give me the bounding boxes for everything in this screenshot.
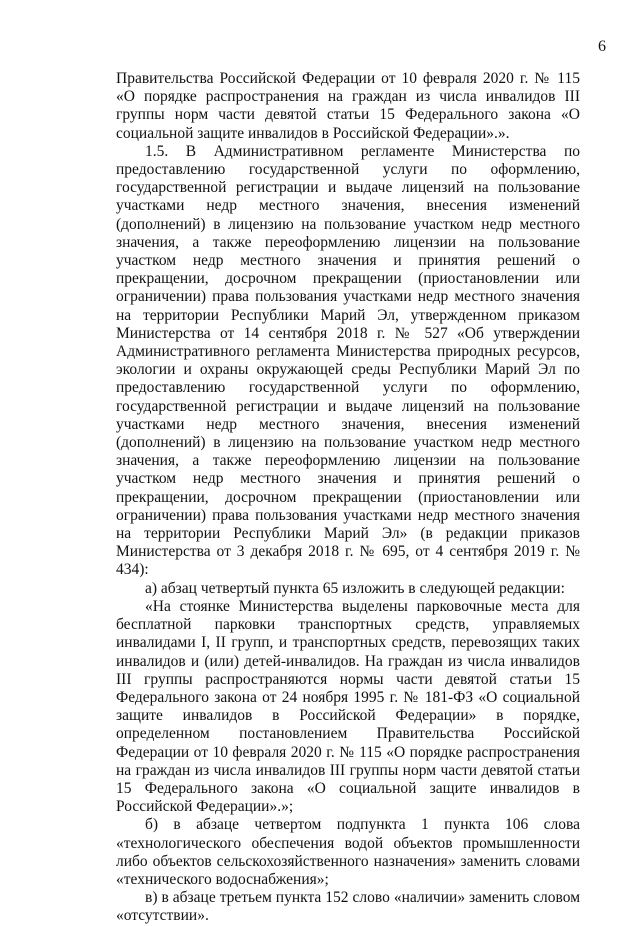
paragraph-1: Правительства Российской Федерации от 10 февраля 2020 г. № 115 «О порядке распространения на граждан из числа инвалидов III группы норм части девятой статьи 15 Федерального закона «О социальной защите инвалидов в Российской Федерации».».	[116, 70, 580, 142]
paragraph-4: «На стоянке Министерства выделены парковочные места для бесплатной парковки транспортных средств, управляемых инвалидами I, II групп, и транспортных средств, перевозящих таких инвалидов и (или) детей-инвалидов. На граждан из числа инвалидов III группы распространяются нормы части девятой статьи 15 Федерального закона от 24 ноября 1995 г. № 181-ФЗ «О социальной защите инвалидов в Российской Федерации» в порядке, определенном постановлением Правительства Российской Федерации от 10 февраля 2020 г. № 115 «О порядке распространения на граждан из числа инвалидов III группы норм части девятой статьи 15 Федерального закона «О социальной защите инвалидов в Российской Федерации».»;	[116, 597, 580, 816]
paragraph-6: в) в абзаце третьем пункта 152 слово «наличии» заменить словом «отсутствии».	[116, 889, 580, 925]
paragraph-5: б) в абзаце четвертом подпункта 1 пункта 106 слова «технологического обеспечения водой объектов промышленности либо объектов сельскохозяйственного назначения» заменить словами «технического водоснабжения»;	[116, 816, 580, 888]
page-number: 6	[598, 38, 606, 55]
paragraph-3: а) абзац четвертый пункта 65 изложить в следующей редакции:	[145, 579, 565, 597]
document-body	[116, 70, 580, 926]
paragraph-2: 1.5. В Административном регламенте Министерства по предоставлению государственной услуги по оформлению, государственной регистрации и выдаче лицензий на пользование участками недр местного значения, внесения изменений (дополнений) в лицензию на пользование участком недр местного значения, а также переоформлению лицензии на пользование участком недр местного значения и принятия решений о прекращении, досрочном прекращении (приостановлении или ограничении) права пользования участками недр местного значения на территории Республики Марий Эл, утвержденном приказом Министерства от 14 сентября 2018 г. № 527 «Об утверждении Административного регламента Министерства природных ресурсов, экологии и охраны окружающей среды Республики Марий Эл по предоставлению государственной услуги по оформлению, государственной регистрации и выдаче лицензий на пользование участками недр местного значения, внесения изменений (дополнений) в лицензию на пользование участком недр местного значения, а также переоформлению лицензии на пользование участком недр местного значения и принятия решений о прекращении, досрочном прекращении (приостановлении или ограничении) права пользования участками недр местного значения на территории Республики Марий Эл» (в редакции приказов Министерства от 3 декабря 2018 г. № 695, от 4 сентября 2019 г. № 434):	[116, 142, 580, 579]
